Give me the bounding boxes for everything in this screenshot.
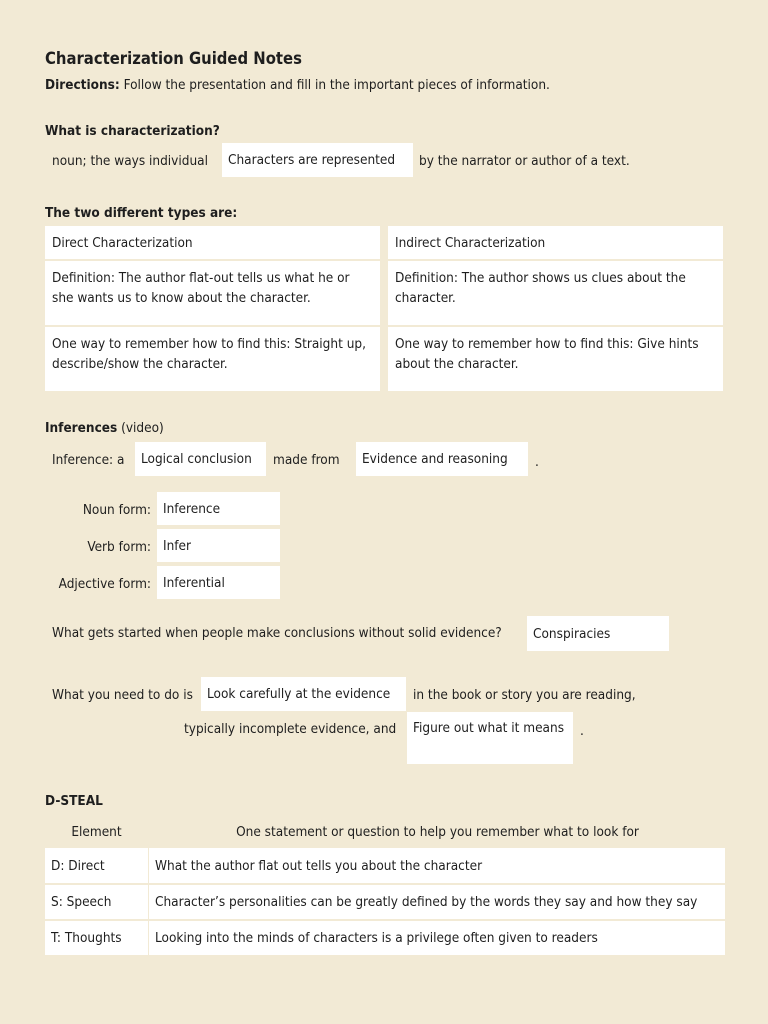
directions-text: Follow the presentation and fill in the important pieces of information. [123,77,550,93]
need-period: . [580,723,584,739]
what-is-suffix: by the narrator or author of a text. [419,153,630,169]
dsteal-statement-field[interactable]: Looking into the minds of characters is a privilege often given to readers [149,921,725,955]
indirect-name-cell [388,226,723,259]
dsteal-col-statement: One statement or question to help you remember what to look for [236,824,639,840]
noun-form-field[interactable]: Inference [157,492,280,525]
indirect-remember-field[interactable]: One way to remember how to find this: Give hints about the character. [388,327,723,391]
dsteal-element-cell: T: Thoughts [45,921,148,955]
inference-def-prefix: Inference: a [52,452,125,468]
need-answer1-field[interactable]: Look carefully at the evidence [201,677,406,711]
what-is-prefix: noun; the ways individual [52,153,208,169]
inference-answer2-field[interactable]: Evidence and reasoning [356,442,528,476]
dsteal-element-cell: S: Speech [45,885,148,919]
indirect-name: Indirect Characterization [395,235,546,251]
dsteal-element-cell: D: Direct [45,848,148,883]
inferences-title: Inferences [45,420,118,436]
need-suffix: in the book or story you are reading, [413,687,636,703]
dsteal-statement-field[interactable]: What the author flat out tells you about the character [149,848,725,883]
direct-name-cell [45,226,380,259]
need-prefix: What you need to do is [52,687,193,703]
noun-form-label: Noun form: [82,502,151,518]
inference-answer1-field[interactable]: Logical conclusion [135,442,266,476]
directions-label: Directions: [45,77,120,93]
adjective-form-field[interactable]: Inferential [157,566,280,599]
dsteal-heading: D-STEAL [45,793,103,809]
verb-form-label: Verb form: [87,539,151,555]
direct-name: Direct Characterization [52,235,193,251]
need-answer2-field[interactable]: Figure out what it means [407,712,573,764]
adjective-form-label: Adjective form: [58,576,151,592]
inferences-heading [45,418,164,438]
dsteal-col-element: Element [71,824,122,840]
indirect-definition-field[interactable]: Definition: The author shows us clues about the character. [388,261,723,325]
need-line2: typically incomplete evidence, and [184,721,397,737]
evidence-question-answer-field[interactable]: Conspiracies [527,616,669,651]
types-heading: The two different types are: [45,205,238,221]
what-is-heading: What is characterization? [45,123,220,139]
page-title: Characterization Guided Notes [45,49,302,68]
characterization-answer-field[interactable]: Characters are represented [222,143,413,177]
direct-definition-field[interactable]: Definition: The author flat-out tells us what he or she wants us to know about the character. [45,261,380,325]
inference-def-middle: made from [273,452,340,468]
dsteal-statement-field[interactable]: Character’s personalities can be greatly defined by the words they say and how they say [149,885,725,919]
direct-remember-field[interactable]: One way to remember how to find this: Straight up, describe/show the character. [45,327,380,391]
directions [45,75,550,95]
evidence-question: What gets started when people make conclusions without solid evidence? [52,625,502,641]
verb-form-field[interactable]: Infer [157,529,280,562]
inferences-note: (video) [121,420,164,436]
inference-def-period: . [535,454,539,470]
